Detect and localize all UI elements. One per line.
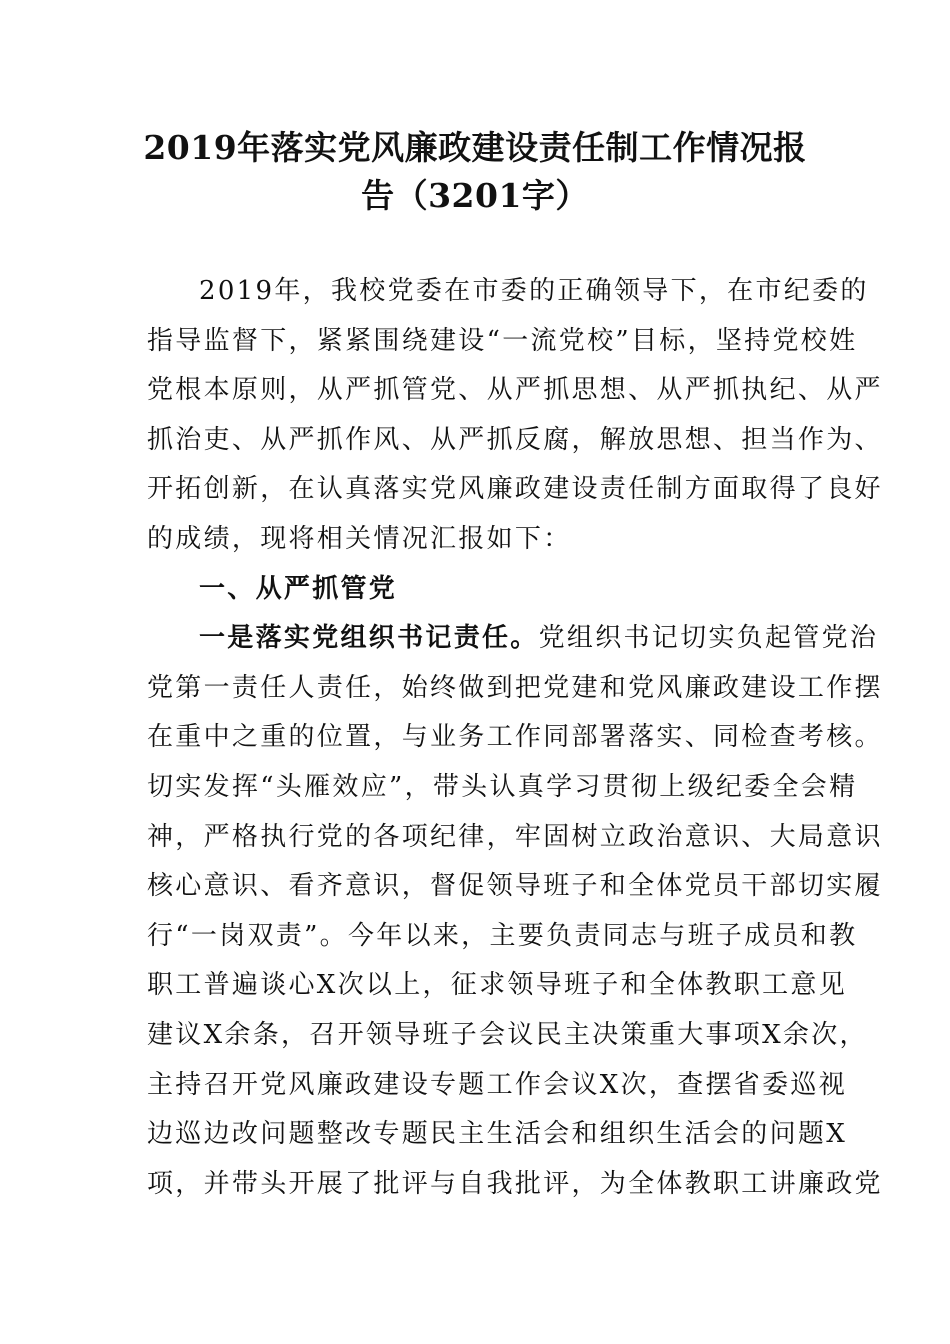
paragraph-line: 开拓创新，在认真落实党风廉政建设责任制方面取得了良好: [147, 474, 883, 505]
paragraph-line: 边巡边改问题整改专题民主生活会和组织生活会的问题X: [147, 1119, 848, 1150]
paragraph-line: 核心意识、看齐意识，督促领导班子和全体党员干部切实履: [147, 871, 883, 902]
paragraph-line: 项，并带头开展了批评与自我批评，为全体教职工讲廉政党: [147, 1168, 883, 1199]
paragraph-line: 党第一责任人责任，始终做到把党建和党风廉政建设工作摆: [147, 672, 883, 703]
paragraph-line: 主持召开党风廉政建设专题工作会议X次，查摆省委巡视: [147, 1069, 848, 1100]
paragraph-line: 的成绩，现将相关情况汇报如下：: [147, 523, 572, 554]
document-title: [120, 124, 830, 220]
paragraph-line: 指导监督下，紧紧围绕建设“一流党校”目标，坚持党校姓: [147, 325, 858, 356]
section-heading: 一、从严抓管党: [199, 573, 398, 604]
paragraph-line: 党根本原则，从严抓管党、从严抓思想、从严抓执纪、从严: [147, 375, 883, 406]
paragraph-text: 党组织书记切实负起管党治: [538, 623, 879, 654]
paragraph-lead: 一是落实党组织书记责任。: [199, 623, 539, 654]
paragraph-line: 建议X余条，召开领导班子会议民主决策重大事项X余次，: [147, 1019, 868, 1050]
paragraph-line: 2019年，我校党委在市委的正确领导下，在市纪委的: [199, 276, 869, 306]
title-line-2: 告（3201字）: [361, 176, 589, 215]
paragraph-line: [147, 614, 879, 664]
paragraph-line: 神，严格执行党的各项纪律，牢固树立政治意识、大局意识: [147, 821, 883, 852]
document-body: [147, 267, 883, 1209]
paragraph-line: 行“一岗双责”。今年以来，主要负责同志与班子成员和教: [147, 920, 858, 951]
paragraph-line: 抓治吏、从严抓作风、从严抓反腐，解放思想、担当作为、: [147, 424, 883, 455]
paragraph-line: 在重中之重的位置，与业务工作同部署落实、同检查考核。: [147, 722, 883, 753]
paragraph-line: 切实发挥“头雁效应”，带头认真学习贯彻上级纪委全会精: [147, 771, 858, 802]
title-line-1: 2019年落实党风廉政建设责任制工作情况报: [143, 128, 807, 167]
paragraph-line: 职工普遍谈心X次以上，征求领导班子和全体教职工意见: [147, 970, 848, 1001]
